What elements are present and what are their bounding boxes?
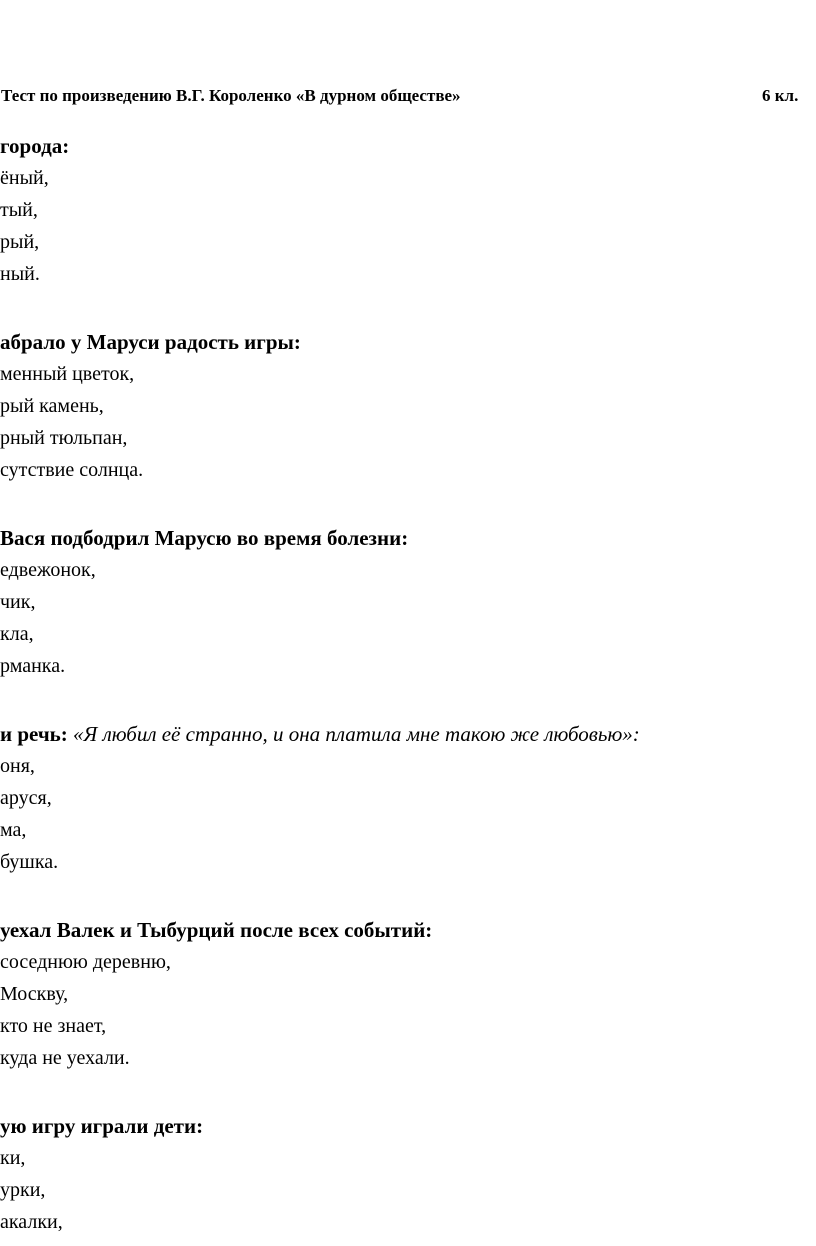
question-text [0, 326, 816, 358]
answer-option: Москву, [0, 983, 69, 1005]
answer-option: аруся, [0, 787, 52, 809]
question-prompt: ую игру играли дети: [0, 1114, 204, 1138]
answer-option: сутствие солнца. [0, 459, 144, 481]
question-text [0, 522, 816, 554]
question-prompt: Вася подбодрил Марусю во время болезни: [0, 526, 409, 550]
question-5 [0, 914, 816, 1074]
answer-option: урки, [0, 1179, 46, 1201]
answer-option: едвежонок, [0, 559, 96, 581]
answer-option: акалки, [0, 1211, 63, 1233]
question-text [0, 914, 816, 946]
document-title: Тест по произведению В.Г. Короленко «В дурном обществе» [1, 86, 461, 105]
question-1 [0, 130, 816, 290]
question-prompt: уехал Валек и Тыбурций после всех событий: [0, 918, 433, 942]
answer-option: кла, [0, 623, 34, 645]
answer-option: куда не уехали. [0, 1047, 130, 1069]
question-4 [0, 718, 816, 878]
answer-option: рный тюльпан, [0, 427, 128, 449]
document-header [0, 86, 816, 110]
question-prompt: и речь: [0, 722, 68, 746]
answer-option: ма, [0, 819, 27, 841]
answer-option: чик, [0, 591, 36, 613]
question-text [0, 1110, 816, 1142]
answer-option: рый, [0, 231, 40, 253]
answer-option: тый, [0, 199, 38, 221]
answer-option: ки, [0, 1147, 26, 1169]
answer-option: бушка. [0, 851, 59, 873]
answer-option: рый камень, [0, 395, 104, 417]
answer-option: ёный, [0, 167, 49, 189]
answer-option: ный. [0, 263, 40, 285]
grade-label: 6 кл. [762, 86, 799, 105]
question-quote: «Я любил её странно, и она платила мне такою же любовью»: [73, 722, 640, 746]
question-2 [0, 326, 816, 486]
answer-option: оня, [0, 755, 35, 777]
question-text [0, 130, 816, 162]
answer-option: рманка. [0, 655, 66, 677]
question-3 [0, 522, 816, 682]
question-6 [0, 1110, 816, 1238]
answer-option: кто не знает, [0, 1015, 107, 1037]
question-text [0, 718, 816, 750]
answer-option: соседнюю деревню, [0, 951, 171, 973]
question-prompt: города: [0, 134, 70, 158]
question-list [0, 130, 816, 1238]
answer-option: менный цветок, [0, 363, 135, 385]
question-prompt: абрало у Маруси радость игры: [0, 330, 301, 354]
